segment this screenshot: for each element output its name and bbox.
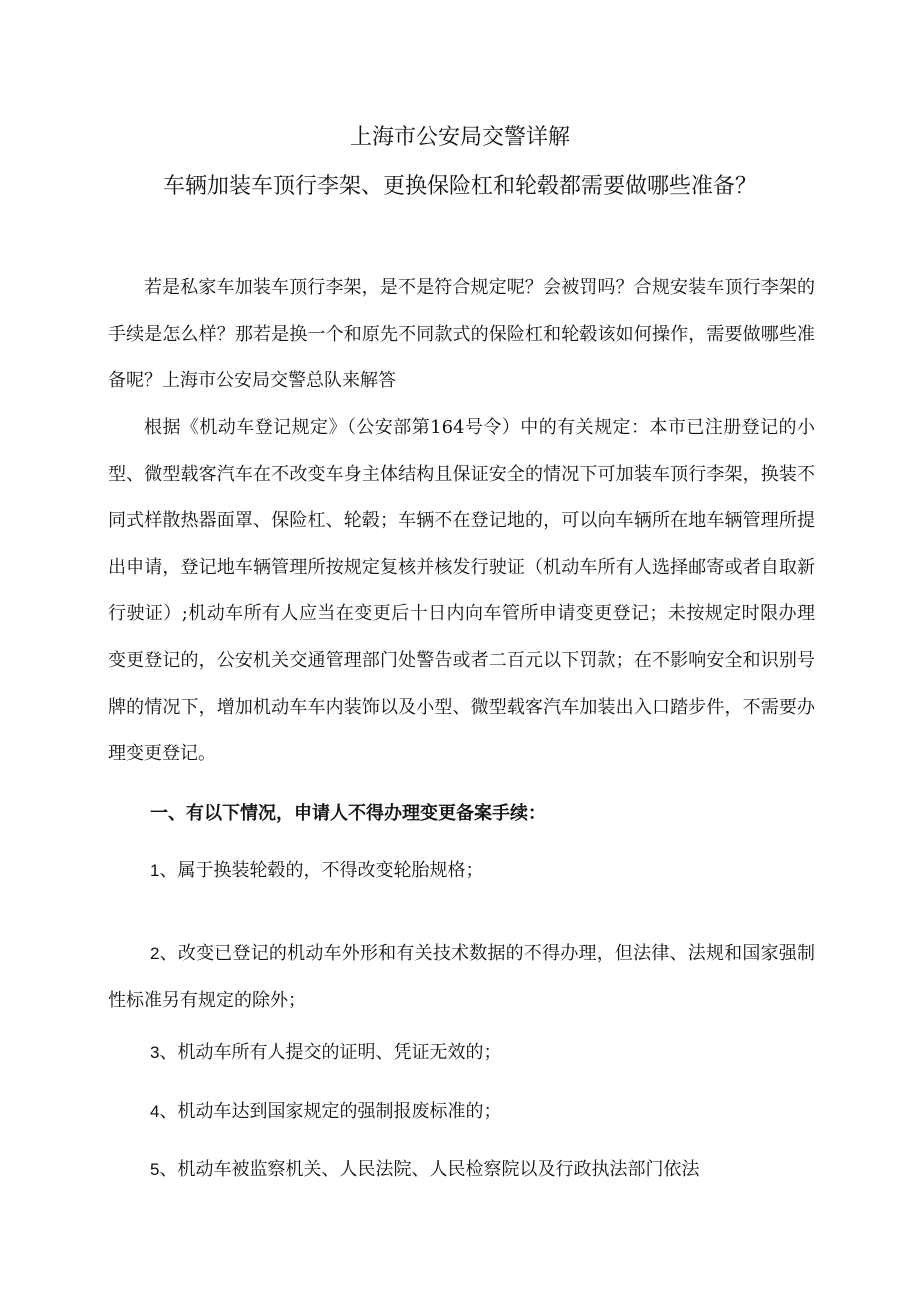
list-item-3	[150, 1038, 501, 1068]
list-item-2	[108, 931, 815, 1024]
document-title-line-1: 上海市公安局交警详解	[349, 125, 570, 150]
list-item-number: 3	[150, 1043, 160, 1062]
list-item-number: 5	[150, 1160, 160, 1179]
list-item-number: 4	[150, 1102, 160, 1121]
section-1-heading: 一、有以下情况，申请人不得办理变更备案手续：	[150, 803, 546, 824]
list-item-text: 、机动车达到国家规定的强制报废标准的；	[159, 1101, 502, 1122]
list-item-text: 、改变已登记的机动车外形和有关技术数据的不得办理，但法律、法规和国家强制性标准另有规定的除外；	[108, 943, 815, 1011]
list-item-4	[150, 1097, 501, 1127]
list-item-text: 、机动车所有人提交的证明、凭证无效的；	[159, 1042, 502, 1063]
regulation-paragraph: 根据《机动车登记规定》（公安部第164号令）中的有关规定：本市已注册登记的小型、微型载客汽车在不改变车身主体结构且保证安全的情况下可加装车顶行李架，换装不同式样散热器面罩、保险杠、轮毂；车辆不在登记地的，可以向车辆所在地车辆管理所提出申请，登记地车辆管理所按规定复核并核发行驶证（机动车所有人选择邮寄或者自取新行驶证）;机动车所有人应当在变更后十日内向车管所申请变更登记；未按规定时限办理变更登记的，公安机关交通管理部门处警告或者二百元以下罚款；在不影响安全和识别号牌的情况下，增加机动车车内装饰以及小型、微型载客汽车加装出入口踏步件，不需要办理变更登记。	[108, 417, 815, 765]
list-item-5	[150, 1155, 699, 1185]
list-item-1	[150, 856, 483, 886]
list-item-text: 、机动车被监察机关、人民法院、人民检察院以及行政执法部门依法	[159, 1159, 700, 1180]
list-item-number: 1	[150, 861, 160, 880]
intro-paragraph: 若是私家车加装车顶行李架，是不是符合规定呢？会被罚吗？合规安装车顶行李架的手续是怎么样？那若是换一个和原先不同款式的保险杠和轮毂该如何操作，需要做哪些准备呢？上海市公安局交警总队来解答	[108, 277, 815, 392]
list-item-text: 、属于换装轮毂的，不得改变轮胎规格；	[159, 860, 484, 881]
document-title-line-2: 车辆加装车顶行李架、更换保险杠和轮毂都需要做哪些准备？	[162, 174, 757, 199]
list-item-number: 2	[150, 944, 160, 963]
